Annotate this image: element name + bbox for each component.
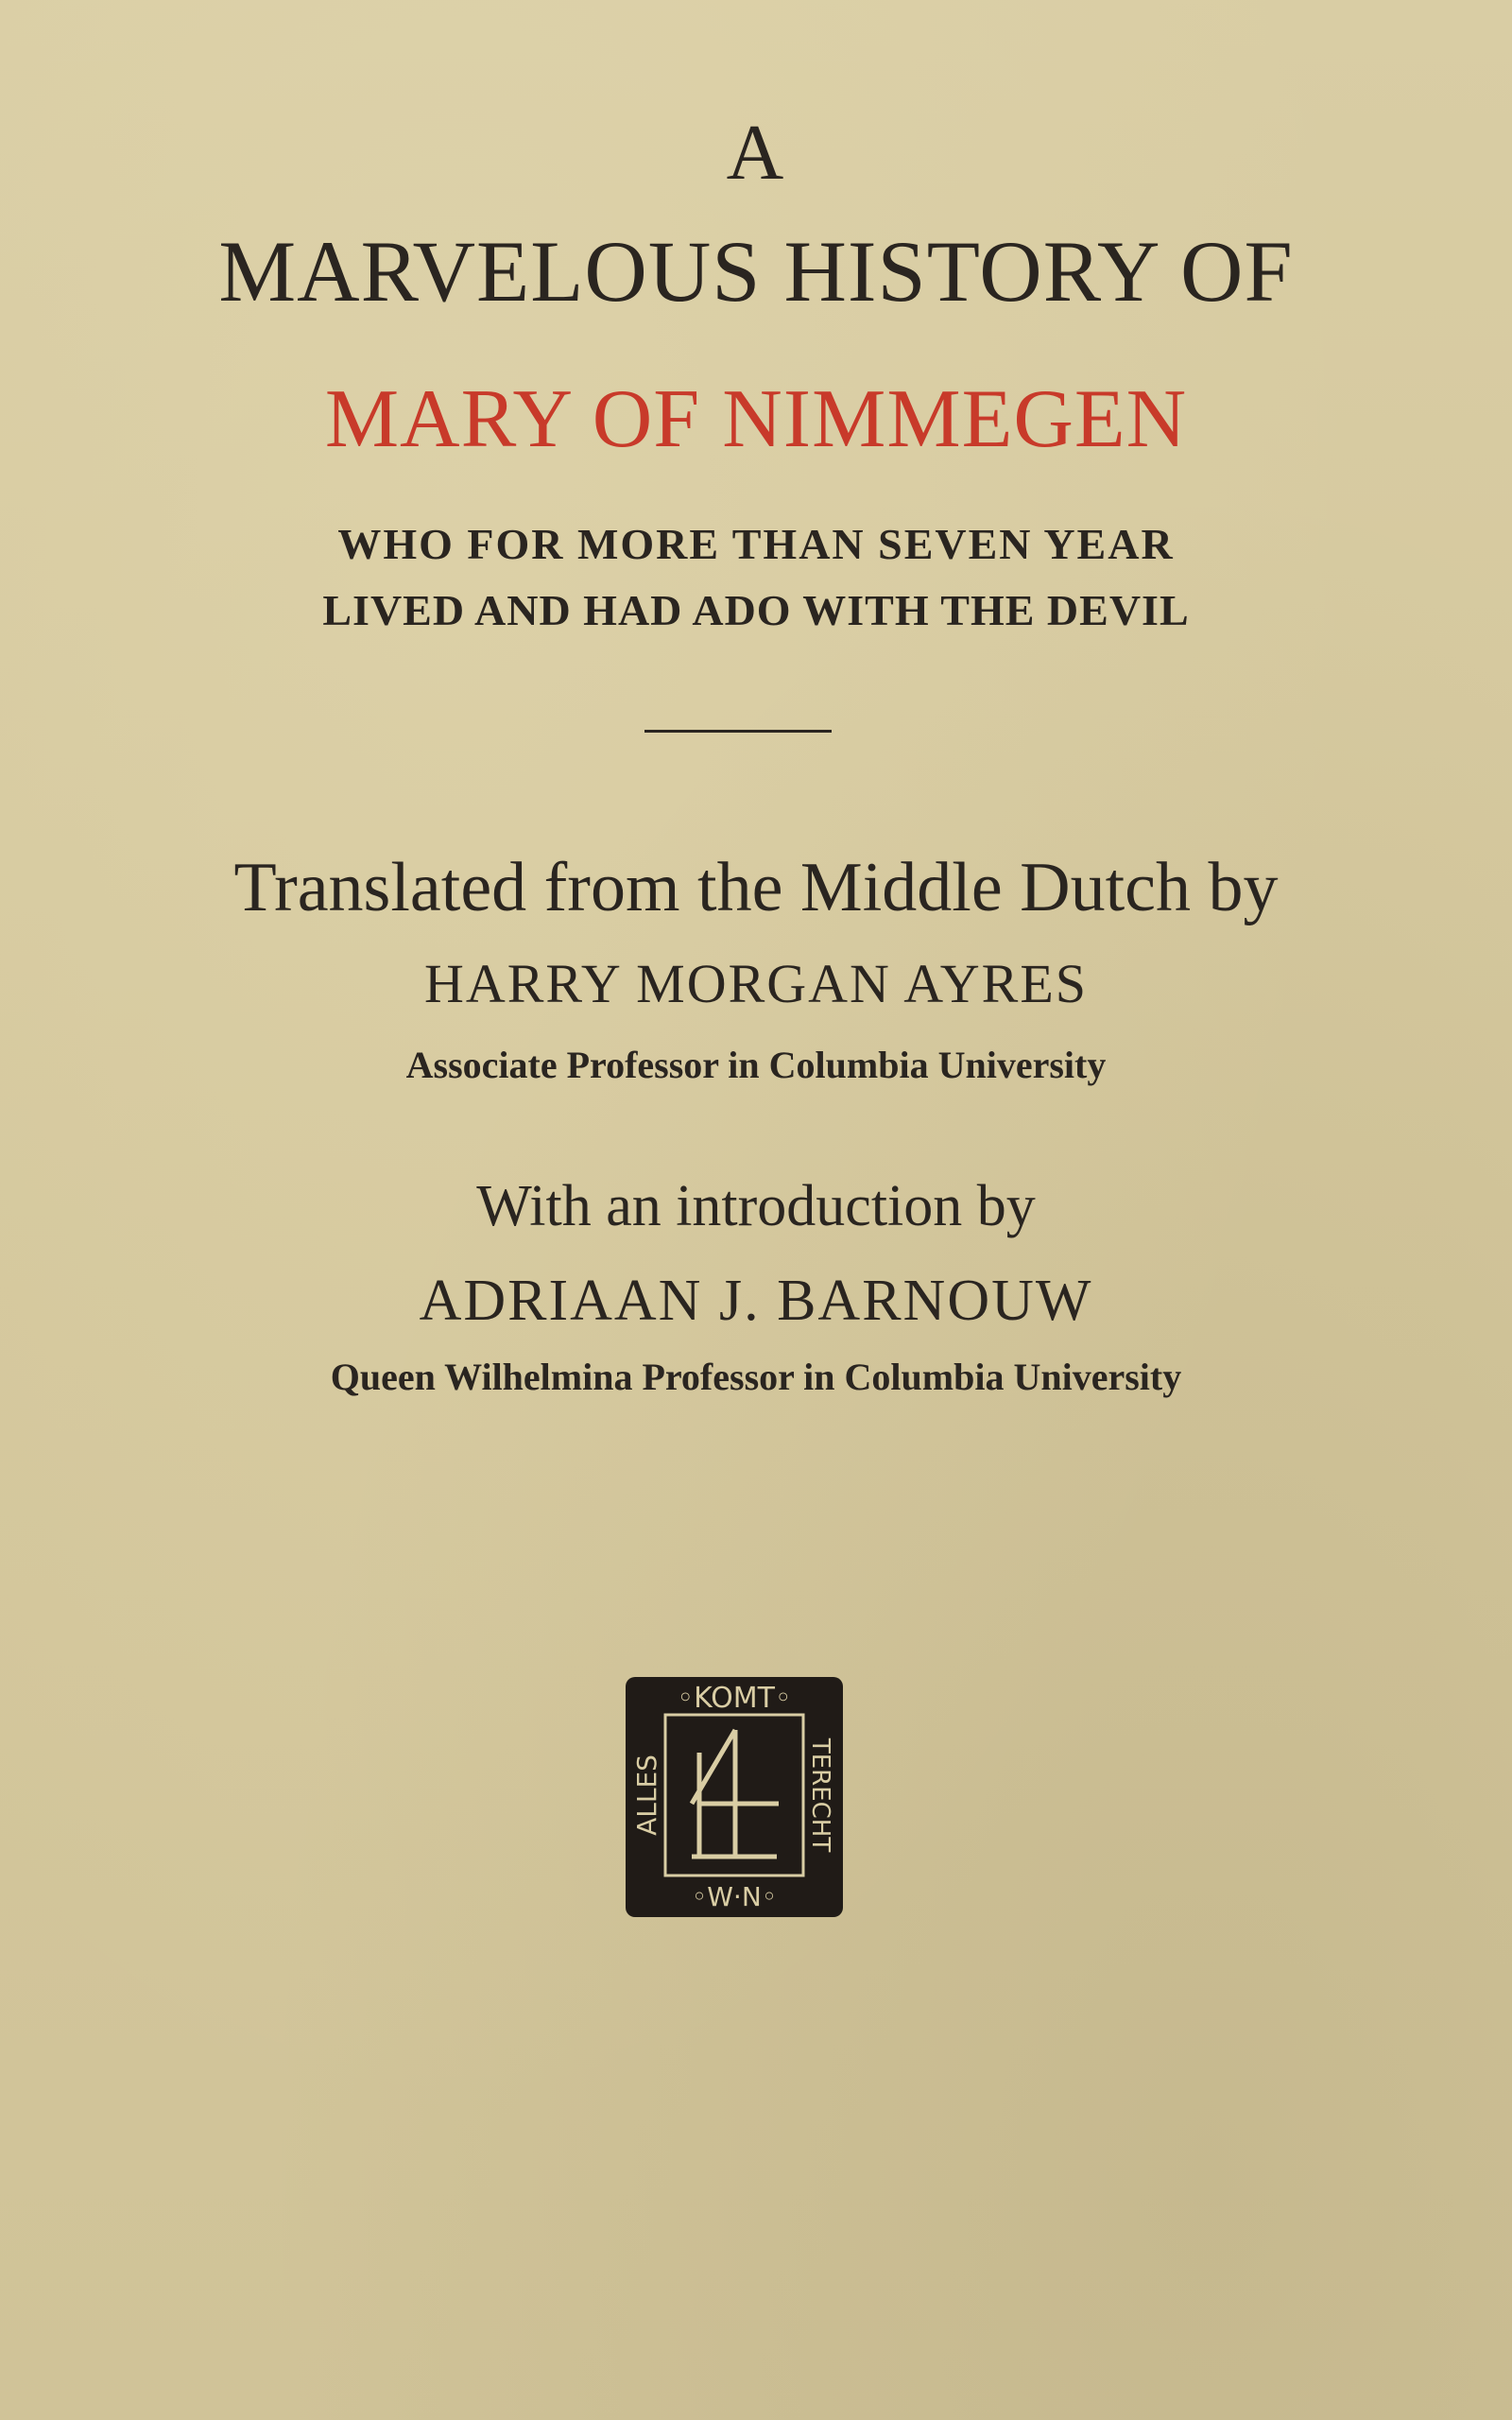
title-article: A (726, 109, 786, 197)
translation-note: Translated from the Middle Dutch by (233, 849, 1279, 926)
emblem-right-text: TERECHT (806, 1737, 834, 1853)
emblem-top-text: ◦KOMT◦ (677, 1682, 792, 1715)
introducer-title: Queen Wilhelmina Professor in Columbia University (330, 1356, 1182, 1398)
emblem-left-text: ALLES (631, 1754, 662, 1836)
divider-rule (644, 730, 832, 733)
title-line: MARVELOUS HISTORY OF (218, 223, 1294, 320)
publisher-emblem (624, 1675, 845, 1919)
translator-name: HARRY MORGAN AYRES (423, 953, 1089, 1014)
subtitle-line-2: LIVED AND HAD ADO WITH THE DEVIL (322, 586, 1190, 634)
introducer-name: ADRIAAN J. BARNOUW (419, 1269, 1093, 1333)
emblem-icon (624, 1675, 845, 1919)
subtitle-line-1: WHO FOR MORE THAN SEVEN YEAR (337, 520, 1175, 568)
translator-title: Associate Professor in Columbia University (405, 1044, 1107, 1086)
title-subject: MARY OF NIMMEGEN (324, 373, 1188, 465)
emblem-bottom-text: ◦W·N◦ (691, 1881, 778, 1912)
introduction-note: With an introduction by (476, 1174, 1036, 1238)
